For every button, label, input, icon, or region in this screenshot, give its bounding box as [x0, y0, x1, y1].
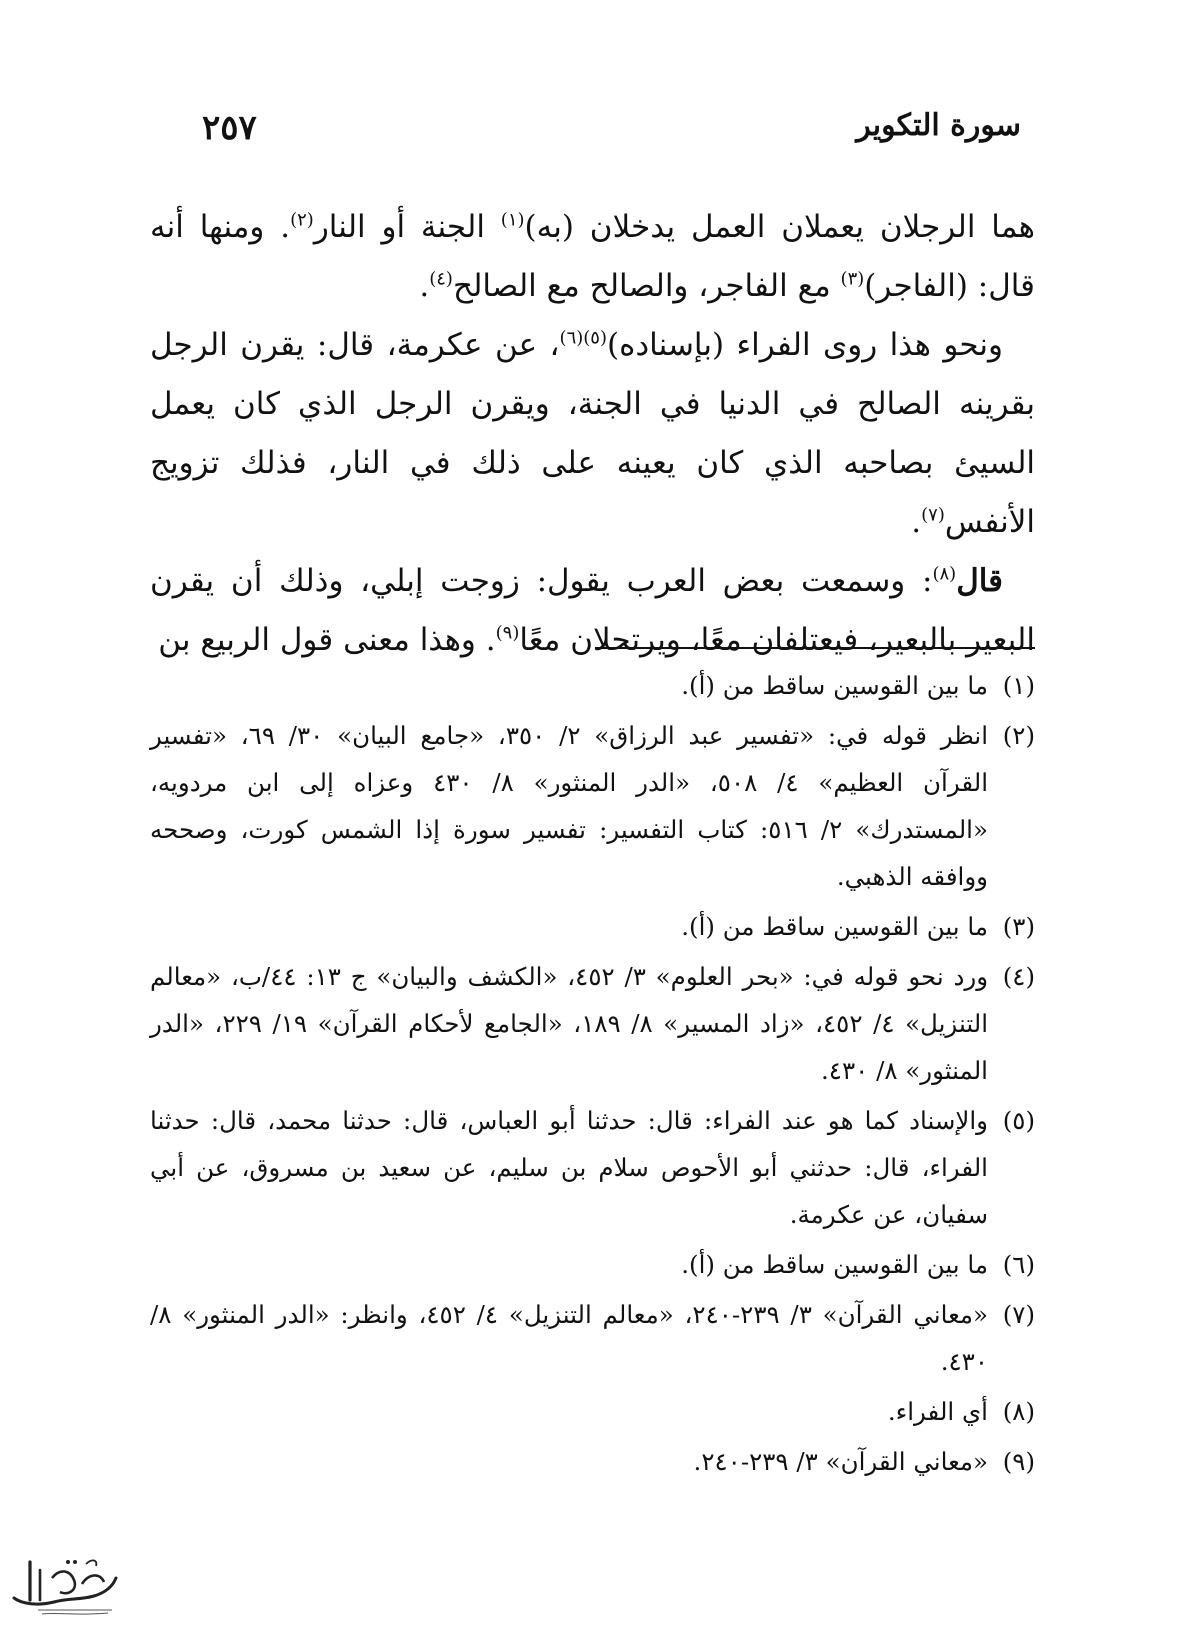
- footnote-number: (٨): [1002, 1397, 1035, 1426]
- main-text: [150, 198, 1035, 670]
- footnote: [150, 1097, 1035, 1238]
- surah-title: سورة التكوير: [856, 108, 1021, 143]
- paragraph-2: [150, 316, 1035, 552]
- footnote: [150, 1438, 1035, 1485]
- paragraph-3: [150, 552, 1035, 670]
- footnote: [150, 903, 1035, 950]
- footnote-text: انظر قوله في: «تفسير عبد الرزاق» ٢/ ٣٥٠، «جامع البيان» ٣٠/ ٦٩، «تفسير القرآن العظيم» ٤/ ٥٠٨، «الدر المنثور» ٨/ ٤٣٠ وعزاه إلى ابن مردويه، «المستدرك» ٢/ ٥١٦: كتاب التفسير: تفسير سورة إذا الشمس كورت، وصححه ووافقه الذهبي.: [150, 721, 989, 891]
- text-segment: .: [419, 268, 430, 304]
- page-header: [150, 108, 1035, 156]
- paragraph-1: [150, 198, 1035, 316]
- footnote-ref: (١): [500, 209, 525, 231]
- footnote-text: والإسناد كما هو عند الفراء: قال: حدثنا أبو العباس، قال: حدثنا محمد، قال: حدثنا الفراء، قال: حدثني أبو الأحوص سلام بن سليم، عن سعيد بن مسروق، عن أبي سفيان، عن عكرمة.: [150, 1106, 988, 1229]
- calligraphy-logo-icon: [8, 1548, 123, 1620]
- footnote-separator: [595, 647, 1035, 649]
- footnote-number: (٧): [1002, 1300, 1035, 1329]
- text-segment: قال: [956, 563, 1003, 599]
- text-segment: مع الفاجر، والصالح مع الصالح: [452, 268, 841, 304]
- footnote: [150, 662, 1035, 709]
- footnote-ref: (٧): [921, 504, 945, 526]
- footnote-ref: (٩): [495, 622, 520, 644]
- footnote-text: ما بين القوسين ساقط من (أ).: [681, 1250, 988, 1279]
- footnote-text: ورد نحو قوله في: «بحر العلوم» ٣/ ٤٥٢، «الكشف والبيان» ج ١٣: ٤٤/ب، «معالم التنزيل» ٤/ ٤٥٢، «زاد المسير» ٨/ ١٨٩، «الجامع لأحكام القرآن» ١٩/ ٢٢٩، «الدر المنثور» ٨/ ٤٣٠.: [150, 962, 989, 1085]
- text-segment: .: [911, 504, 922, 540]
- footnote-number: (٦): [1002, 1250, 1035, 1279]
- text-segment: ونحو هذا روى الفراء (بإسناده): [607, 327, 1003, 363]
- footnote: [150, 1388, 1035, 1435]
- footnote-text: «معاني القرآن» ٣/ ٢٣٩-٢٤٠.: [693, 1447, 988, 1476]
- text-segment: الجنة أو النار: [313, 209, 501, 245]
- footnote-ref: (٥)(٦): [559, 327, 607, 349]
- footnote-text: أي الفراء.: [887, 1397, 988, 1426]
- footnote-ref: (٤): [429, 268, 453, 290]
- footnote: [150, 1291, 1035, 1385]
- footnote-ref: (٢): [290, 209, 314, 231]
- footnote: [150, 712, 1035, 900]
- footnote-number: (٣): [1002, 912, 1035, 941]
- footnote-number: (٢): [1002, 721, 1035, 750]
- footnote: [150, 1241, 1035, 1288]
- footnote-text: ما بين القوسين ساقط من (أ).: [681, 671, 988, 700]
- page-number: ٢٥٧: [202, 108, 257, 148]
- text-segment: ، عن عكرمة، قال: يقرن الرجل بقرينه الصالح في الدنيا في الجنة، ويقرن الرجل الذي كان يعمل السيئ بصاحبه الذي كان يعينه على ذلك في النار، فذلك تزويج الأنفس: [150, 327, 1035, 540]
- text-segment: . وهذا معنى قول الربيع بن: [158, 622, 496, 658]
- footnote-number: (١): [1002, 671, 1035, 700]
- publisher-logo: [8, 1548, 123, 1620]
- footnote: [150, 953, 1035, 1094]
- footnotes: [150, 662, 1035, 1488]
- text-segment: . ومنها أنه قال: (الفاجر): [150, 209, 1035, 304]
- text-segment: هما الرجلان يعملان العمل يدخلان (به): [524, 209, 1035, 245]
- footnote-number: (٤): [1002, 962, 1035, 991]
- footnote-number: (٩): [1002, 1447, 1035, 1476]
- footnote-ref: (٨): [932, 563, 957, 585]
- footnote-text: «معاني القرآن» ٣/ ٢٣٩-٢٤٠، «معالم التنزيل» ٤/ ٤٥٢، وانظر: «الدر المنثور» ٨/ ٤٣٠.: [150, 1300, 989, 1376]
- footnote-text: ما بين القوسين ساقط من (أ).: [681, 912, 988, 941]
- footnote-number: (٥): [1002, 1106, 1035, 1135]
- footnote-ref: (٣): [840, 268, 865, 290]
- text-segment: : وسمعت بعض العرب يقول: زوجت إبلي، وذلك أن يقرن البعير بالبعير، فيعتلفان معًا، ويرتحلان معًا: [150, 563, 1035, 658]
